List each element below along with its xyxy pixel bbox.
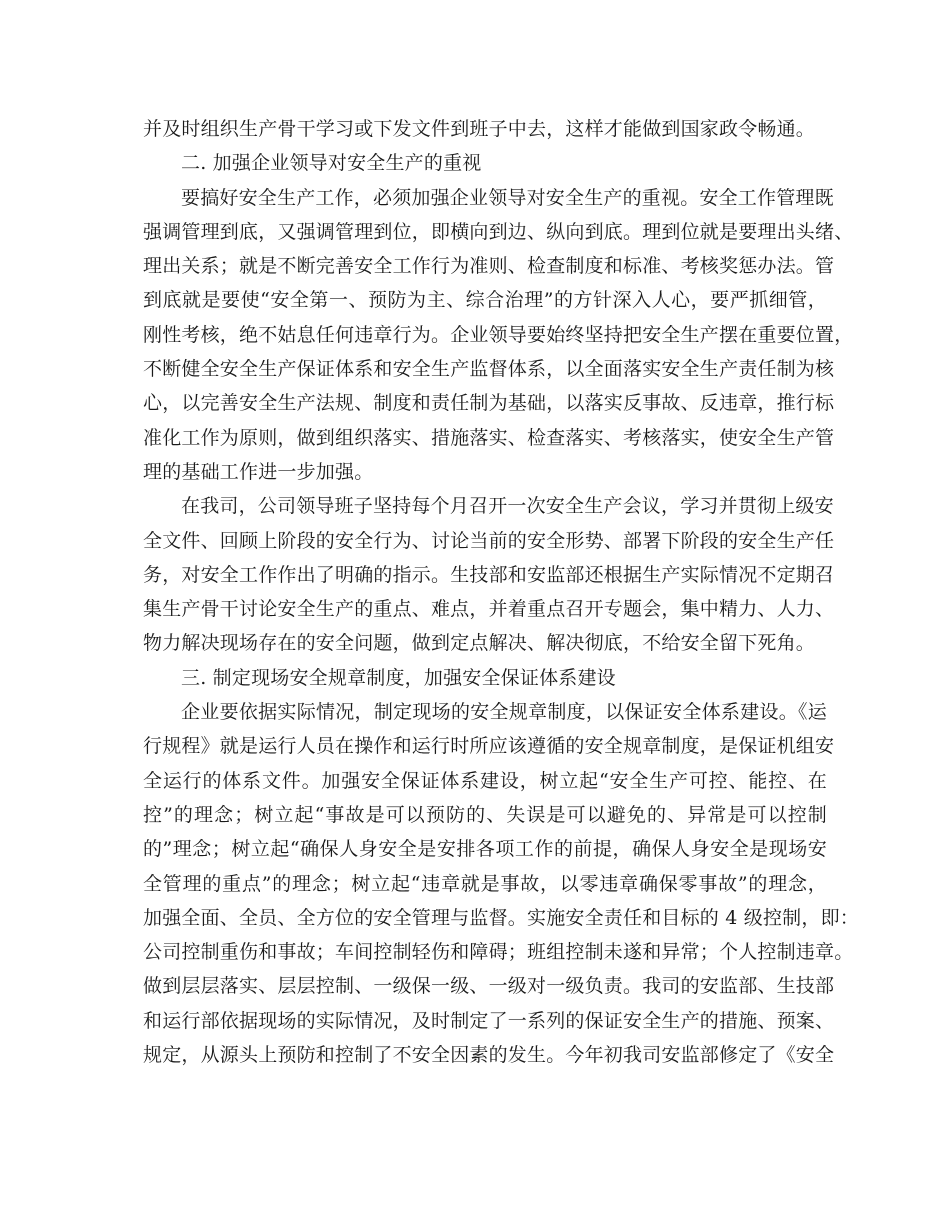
text-line: 要搞好安全生产工作，必须加强企业领导对安全生产的重视。安全工作管理既 (181, 186, 834, 209)
text-line: 准化工作为原则，做到组织落实、措施落实、检查落实、考核落实，使安全生产管 (143, 426, 835, 449)
text-line: 和运行部依据现场的实际情况，及时制定了一系列的保证安全生产的措施、预案、 (143, 1009, 835, 1032)
text-line: 强调管理到底，又强调管理到位，即横向到边、纵向到底。理到位就是要理出头绪、 (143, 220, 854, 243)
text-line: 并及时组织生产骨干学习或下发文件到班子中去，这样才能做到国家政令畅通。 (143, 118, 816, 140)
text-line: 集生产骨干讨论安全生产的重点、难点，并着重点召开专题会，集中精力、人力、 (143, 598, 835, 621)
text-line: 做到层层落实、层层控制、一级保一级、一级对一级负责。我司的安监部、生技部 (143, 975, 835, 998)
text-line: 规定，从源头上预防和控制了不安全因素的发生。今年初我司安监部修定了《安全 (143, 1044, 835, 1067)
text-line: 控”的理念；树立起“事故是可以预防的、失误是可以避免的、异常是可以控制 (143, 803, 827, 826)
text-line: 行规程》就是运行人员在操作和运行时所应该遵循的安全规章制度，是保证机组安 (143, 735, 835, 758)
text-line: 理的基础工作进一步加强。 (143, 460, 374, 483)
text-line: 务，对安全工作作出了明确的指示。生技部和安监部还根据生产实际情况不定期召 (143, 563, 835, 586)
text-line: 不断健全安全生产保证体系和安全生产监督体系，以全面落实安全生产责任制为核 (143, 358, 835, 381)
section-heading: 三. 制定现场安全规章制度，加强安全保证体系建设 (181, 666, 616, 689)
text-line: 公司控制重伤和事故；车间控制轻伤和障碍；班组控制未遂和异常；个人控制违章。 (143, 941, 854, 964)
text-line: 全运行的体系文件。加强安全保证体系建设，树立起“安全生产可控、能控、在 (143, 769, 827, 792)
text-line: 全文件、回顾上阶段的安全行为、讨论当前的安全形势、部署下阶段的安全生产任 (143, 529, 835, 552)
text-line: 到底就是要使“安全第一、预防为主、综合治理”的方针深入人心，要严抓细管， (143, 289, 827, 312)
section-heading: 二. 加强企业领导对安全生产的重视 (181, 152, 482, 175)
text-line: 理出关系；就是不断完善安全工作行为准则、检查制度和标准、考核奖惩办法。管 (143, 255, 835, 278)
text-line: 企业要依据实际情况，制定现场的安全规章制度，以保证安全体系建设。《运 (181, 701, 827, 724)
text-line: 刚性考核，绝不姑息任何违章行为。企业领导要始终坚持把安全生产摆在重要位置， (143, 323, 854, 346)
document-body (143, 112, 859, 1072)
text-line: 物力解决现场存在的安全问题，做到定点解决、解决彻底，不给安全留下死角。 (143, 632, 816, 655)
text-line: 的”理念；树立起“确保人身安全是安排各项工作的前提，确保人身安全是现场安 (143, 838, 827, 861)
text-line: 心，以完善安全生产法规、制度和责任制为基础，以落实反事故、反违章，推行标 (143, 392, 835, 415)
text-line: 全管理的重点”的理念；树立起“违章就是事故，以零违章确保零事故”的理念， (143, 872, 827, 895)
text-line: 加强全面、全员、全方位的安全管理与监督。实施安全责任和目标的 4 级控制，即： (143, 906, 859, 929)
text-line: 在我司，公司领导班子坚持每个月召开一次安全生产会议，学习并贯彻上级安 (181, 495, 834, 518)
